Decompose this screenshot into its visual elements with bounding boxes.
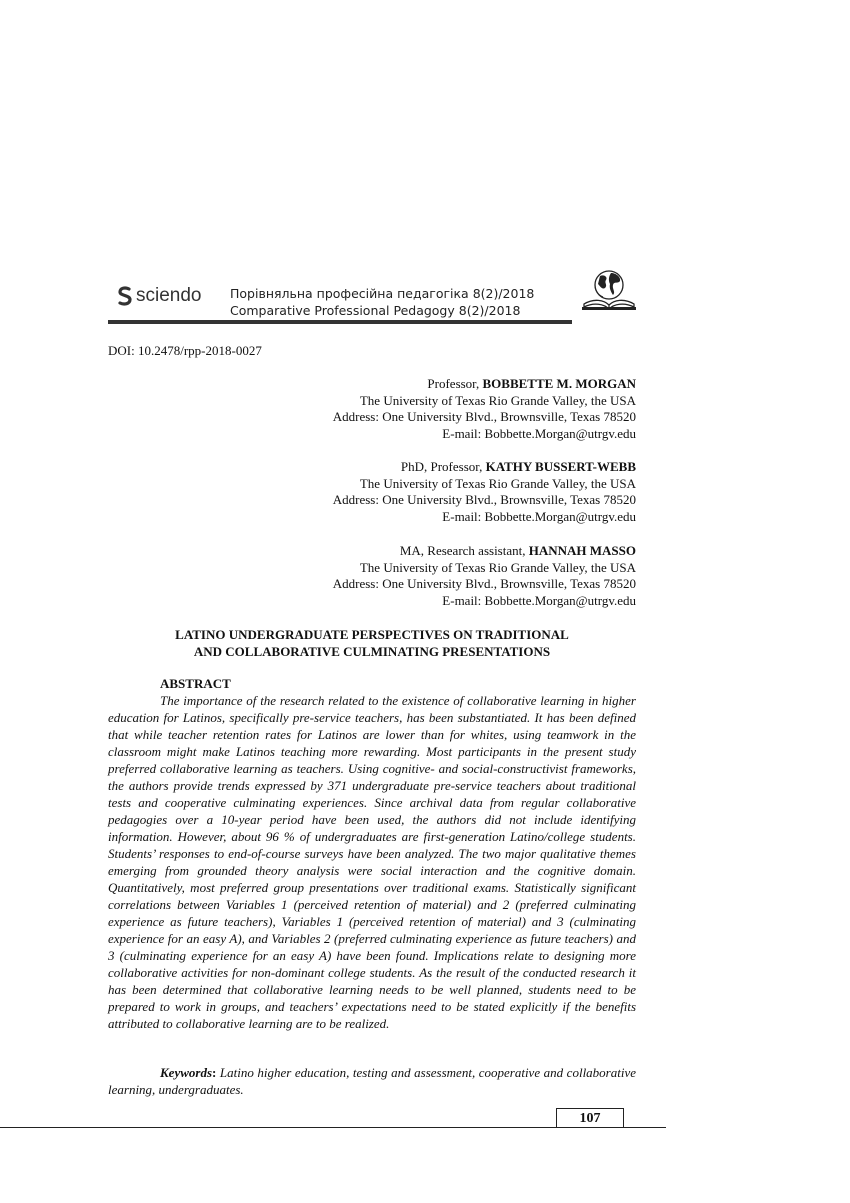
header-rule — [108, 320, 572, 324]
article-title — [108, 627, 636, 660]
article-title-line-1: LATINO UNDERGRADUATE PERSPECTIVES ON TRADITIONAL — [175, 627, 569, 642]
author-name: BOBBETTE M. MORGAN — [482, 376, 636, 391]
journal-title-ua: Порівняльна професійна педагогіка 8(2)/2018 — [230, 286, 535, 301]
author-affiliation: The University of Texas Rio Grande Valley, the USA — [359, 475, 636, 491]
keywords-text: Latino higher education, testing and assessment, cooperative and collaborative learning, undergraduates. — [108, 1065, 636, 1097]
logo-text: sciendo — [136, 285, 202, 306]
author-name: KATHY BUSSERT-WEBB — [485, 459, 636, 474]
sciendo-s-icon — [118, 286, 132, 306]
author-address: Address: One University Blvd., Brownsville, Texas 78520 — [332, 576, 636, 591]
doi: DOI: 10.2478/rpp-2018-0027 — [108, 343, 262, 358]
globe-book-icon — [578, 268, 640, 319]
author-role: MA, Research assistant, — [399, 543, 529, 558]
abstract-body: The importance of the research related to the existence of collaborative learning in higher education for Latinos, specifically pre-service teachers, has been substantiated. It has been defined that while teacher retention rates for Latinos are lower than for whites, using teamwork in the classroom might make Latinos teaching more rewarding. Most participants in the present study preferred collaborative learning as teachers. Using cognitive- and social-constructivist frameworks, the authors provide trends expressed by 371 undergraduate pre-service teachers about traditional tests and cooperative culminating experiences. Since archival data from regular collaborative pedagogies over a 10-year period have been used, the authors did not include identifying information. However, about 96 % of undergraduates are first-generation Latino/college students. Students’ responses to end-of-course surveys have been analyzed. The two major qualitative themes emerging from grounded theory analysis were social interaction and the cognitive domain. Quantitatively, most preferred group presentations over traditional exams. Statistically significant correlations between Variables 1 (perceived retention of material) and 2 (preferred culminating experience as future teachers), Variables 1 (perceived retention of material) and 3 (culminating experience for an easy A), and Variables 2 (preferred culminating experience as future teachers) and 3 (culminating experience for an easy A) have been found. Implications relate to designing more collaborative activities for non-dominant college students. As the result of the conducted research it has been determined that collaborative learning needs to be well planned, students need to be prepared to work in groups, and teachers’ expectations need to be stated explicitly if the benefits attributed to collaborative learning are to be realized. — [108, 693, 636, 1031]
author-email: E-mail: Bobbette.Morgan@utrgv.edu — [442, 425, 636, 441]
author-email: E-mail: Bobbette.Morgan@utrgv.edu — [442, 508, 636, 524]
author-block-1 — [333, 376, 636, 442]
keywords-label: Keywords — [160, 1065, 212, 1080]
author-role-line — [333, 543, 636, 560]
author-email: E-mail: Bobbette.Morgan@utrgv.edu — [442, 592, 636, 608]
author-role-line — [333, 459, 636, 476]
author-block-3 — [333, 543, 636, 609]
keywords — [108, 1064, 636, 1098]
article-title-line-2: AND COLLABORATIVE CULMINATING PRESENTATIONS — [193, 643, 551, 659]
journal-title-en: Comparative Professional Pedagogy 8(2)/2018 — [230, 303, 521, 318]
author-address: Address: One University Blvd., Brownsville, Texas 78520 — [332, 409, 636, 424]
page-number: 107 — [556, 1108, 624, 1128]
journal-title — [230, 285, 534, 319]
abstract-heading: ABSTRACT — [160, 676, 231, 691]
author-role-line — [333, 376, 636, 393]
author-role: PhD, Professor, — [400, 459, 486, 474]
sciendo-logo — [118, 285, 202, 307]
author-role: Professor, — [427, 376, 483, 391]
author-block-2 — [333, 459, 636, 525]
author-affiliation: The University of Texas Rio Grande Valley, the USA — [359, 392, 636, 408]
keywords-colon: : — [212, 1065, 217, 1080]
author-name: HANNAH MASSO — [528, 543, 636, 558]
author-affiliation: The University of Texas Rio Grande Valley, the USA — [359, 559, 636, 575]
author-address: Address: One University Blvd., Brownsville, Texas 78520 — [332, 492, 636, 507]
